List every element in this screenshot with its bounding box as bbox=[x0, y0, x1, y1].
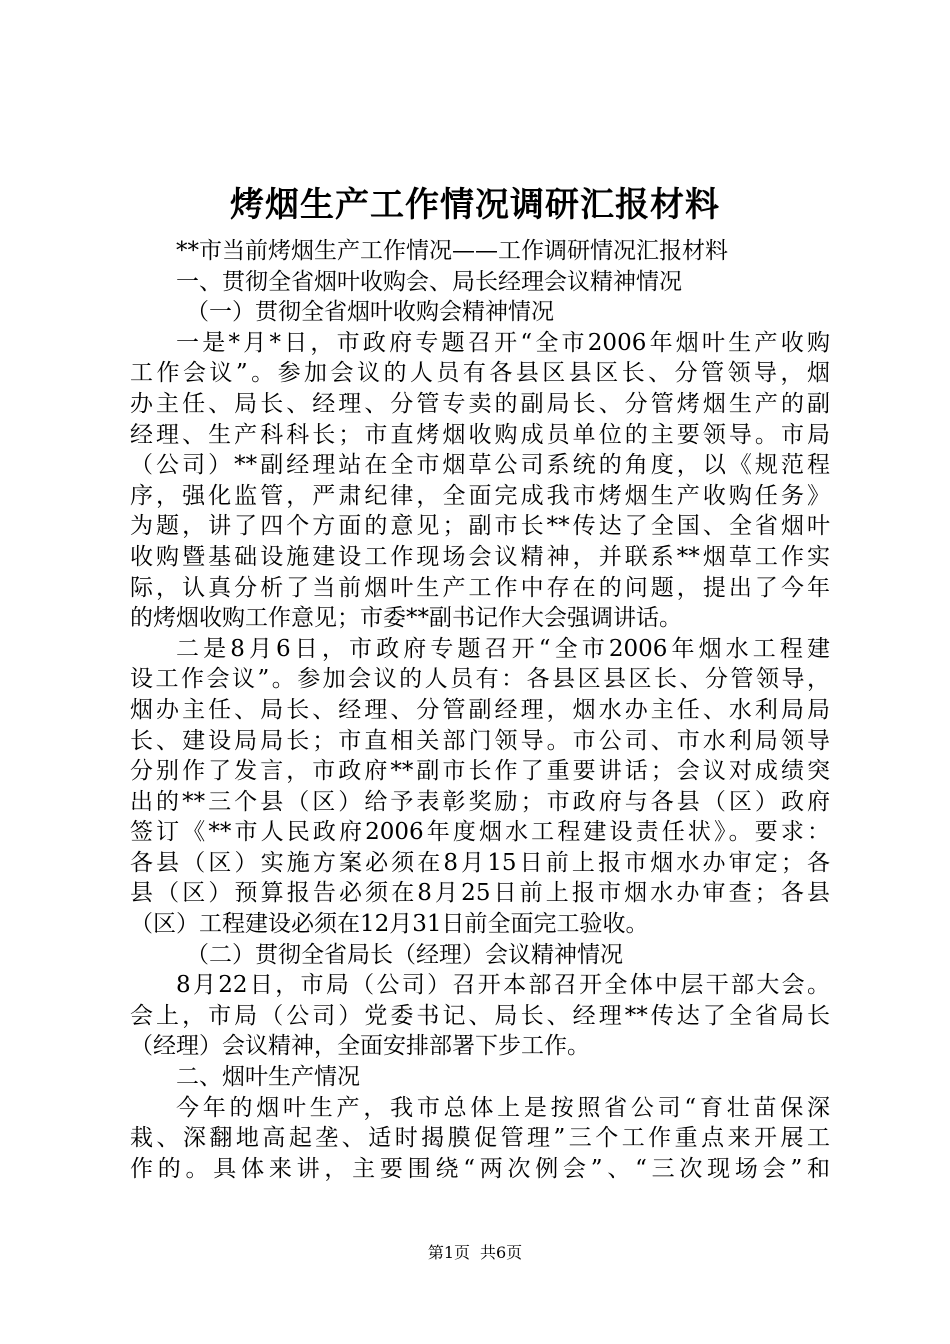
paragraph-line: 序，强化监管，严肃纪律，全面完成我市烤烟生产收购任务》 bbox=[130, 482, 830, 509]
paragraph-line: （区）工程建设必须在12月31日前全面完工验收。 bbox=[130, 911, 649, 938]
paragraph-line: 各县（区）实施方案必须在8月15日前上报市烟水办审定；各 bbox=[130, 849, 830, 876]
page-number: 第1页 bbox=[427, 1243, 470, 1262]
paragraph-line: 为题，讲了四个方面的意见；副市长**传达了全国、全省烟叶 bbox=[130, 513, 830, 540]
paragraph-line: 际，认真分析了当前烟叶生产工作中存在的问题，提出了今年 bbox=[130, 574, 830, 601]
paragraph-line: 长、建设局局长；市直相关部门领导。市公司、市水利局领导 bbox=[130, 727, 830, 754]
paragraph-line: 作的。具体来讲，主要围绕“两次例会”、“三次现场会”和 bbox=[130, 1155, 830, 1182]
paragraph-line: （公司）**副经理站在全市烟草公司系统的角度，以《规范程 bbox=[130, 452, 830, 479]
page-footer bbox=[0, 1242, 950, 1264]
paragraph-line: （经理）会议精神，全面安排部署下步工作。 bbox=[130, 1033, 590, 1060]
paragraph-line: 的烤烟收购工作意见；市委**副书记作大会强调讲话。 bbox=[130, 605, 682, 632]
paragraph-line: 设工作会议”。参加会议的人员有：各县区县区长、分管领导， bbox=[130, 666, 830, 693]
section-heading-1: 一、贯彻全省烟叶收购会、局长经理会议精神情况 bbox=[176, 268, 682, 295]
paragraph-line: 工作会议”。参加会议的人员有各县区县区长、分管领导，烟 bbox=[130, 360, 830, 387]
section-heading-2: 二、烟叶生产情况 bbox=[176, 1064, 360, 1091]
paragraph-line: 签订《**市人民政府2006年度烟水工程建设责任状》。要求： bbox=[130, 819, 830, 846]
subtitle-line: **市当前烤烟生产工作情况——工作调研情况汇报材料 bbox=[176, 238, 728, 264]
paragraph-line: 烟办主任、局长、经理、分管副经理，烟水办主任、水利局局 bbox=[130, 696, 830, 723]
paragraph-line: 一是*月*日，市政府专题召开“全市2006年烟叶生产收购 bbox=[176, 329, 830, 356]
paragraph-line: 会上，市局（公司）党委书记、局长、经理**传达了全省局长 bbox=[130, 1002, 830, 1029]
paragraph-line: 二是8月6日，市政府专题召开“全市2006年烟水工程建 bbox=[176, 635, 830, 662]
page-total: 共6页 bbox=[480, 1243, 523, 1262]
paragraph-line: 办主任、局长、经理、分管专卖的副局长、分管烤烟生产的副 bbox=[130, 390, 830, 417]
paragraph-line: 县（区）预算报告必须在8月25日前上报市烟水办审查；各县 bbox=[130, 880, 830, 907]
paragraph-line: 今年的烟叶生产，我市总体上是按照省公司“育壮苗保深 bbox=[176, 1094, 830, 1121]
subsection-heading-1: （一）贯彻全省烟叶收购会精神情况 bbox=[186, 299, 554, 326]
paragraph-line: 经理、生产科科长；市直烤烟收购成员单位的主要领导。市局 bbox=[130, 421, 830, 448]
document-body bbox=[130, 236, 830, 1184]
paragraph-line: 栽、深翻地高起垄、适时揭膜促管理”三个工作重点来开展工 bbox=[130, 1125, 830, 1152]
subsection-heading-2: （二）贯彻全省局长（经理）会议精神情况 bbox=[186, 941, 623, 968]
paragraph-line: 出的**三个县（区）给予表彰奖励；市政府与各县（区）政府 bbox=[130, 788, 830, 815]
paragraph-line: 8月22日，市局（公司）召开本部召开全体中层干部大会。 bbox=[176, 972, 830, 999]
paragraph-line: 收购暨基础设施建设工作现场会议精神，并联系**烟草工作实 bbox=[130, 543, 830, 570]
document-title: 烤烟生产工作情况调研汇报材料 bbox=[230, 185, 720, 225]
paragraph-line: 分别作了发言，市政府**副市长作了重要讲话；会议对成绩突 bbox=[130, 758, 830, 785]
